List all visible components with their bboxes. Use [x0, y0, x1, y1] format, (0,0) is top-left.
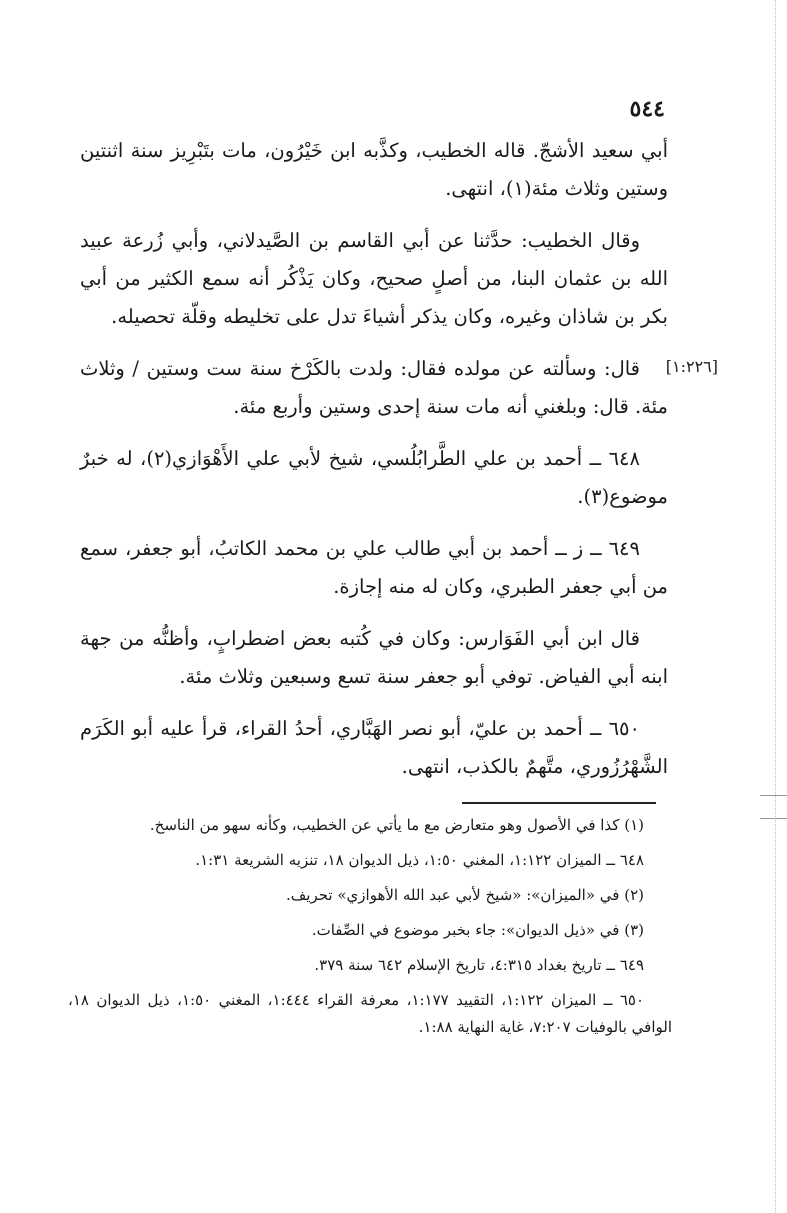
entry-648: ٦٤٨ ــ أحمد بن علي الطَّرابُلُسي، شيخ لأبي علي الأَهْوَازي(٢)، له خبرٌ موضوع(٣). — [80, 447, 668, 508]
paragraph: أبي سعيد الأشجّ. قاله الخطيب، وكذَّبه ابن خَيْرُون، مات بتَبْرِيز سنة اثنتين وستين وثلاث مئة(١)، انتهى. — [80, 139, 668, 200]
footnote: (٣) في «ذيل الديوان»: جاء بخبر موضوع في الصِّفات. — [311, 921, 644, 939]
entry-650: ٦٥٠ ــ أحمد بن عليّ، أبو نصر الهَبَّاري، أحدُ القراء، قرأ عليه أبو الكَرَم الشَّهْرُزُوري، متَّهمٌ بالكذب، انتهى. — [80, 717, 668, 778]
page-edge-line — [775, 0, 776, 1213]
main-text — [80, 132, 668, 800]
margin-reference: [١:٢٢٦] — [665, 357, 718, 376]
footnote-source: ٦٤٨ ــ الميزان ١:١٢٢، المغني ١:٥٠، ذيل الديوان ١٨، تنزيه الشريعة ١:٣١. — [195, 851, 644, 869]
footnote: (١) كذا في الأصول وهو متعارض مع ما يأتي عن الخطيب، وكأنه سهو من الناسخ. — [149, 816, 644, 834]
entry-649: ٦٤٩ ــ ز ــ أحمد بن أبي طالب علي بن محمد الكاتبُ، أبو جعفر، سمع من أبي جعفر الطبري، وكان له منه إجازة. — [80, 537, 668, 598]
footnote: (٢) في «الميزان»: «شيخ لأبي عبد الله الأهوازي» تحريف. — [286, 886, 644, 904]
paragraph: قال ابن أبي الفَوَارس: وكان في كُتبه بعض اضطرابٍ، وأظنُّه من جهة ابنه أبي الفياض. توفي أبو جعفر سنة تسع وسبعين وثلاث مئة. — [80, 627, 668, 688]
footnotes — [68, 812, 672, 1049]
paragraph: وقال الخطيب: حدَّثنا عن أبي القاسم بن الصَّيدلاني، وأبي زُرعة عبيد الله بن عثمان البنا، من أصلٍ صحيح، وكان يَذْكُر أنه سمع الكثير من أبي بكر بن شاذان وغيره، وكان يذكر أشياءَ تدل على تخليطه وقلّة تحصيله. — [80, 229, 668, 328]
footnote-source: ٦٤٩ ــ تاريخ بغداد ٤:٣١٥، تاريخ الإسلام ٦٤٢ سنة ٣٧٩. — [314, 956, 644, 974]
footnote-separator — [462, 802, 656, 804]
edge-mark — [760, 795, 787, 796]
paragraph: قال: وسألته عن مولده فقال: ولدت بالكَرْخ سنة ست وستين / وثلاث مئة. قال: وبلغني أنه مات سنة إحدى وستين وأربع مئة. — [80, 357, 668, 418]
footnote-source: ٦٥٠ ــ الميزان ١:١٢٢، التقييد ١:١٧٧، معرفة القراء ١:٤٤٤، المغني ١:٥٠، ذيل الديوان ١٨، الوافي بالوفيات ٧:٢٠٧، غاية النهاية ١:٨٨. — [68, 991, 672, 1036]
page-number: ٥٤٤ — [629, 96, 665, 122]
edge-mark — [760, 818, 787, 819]
